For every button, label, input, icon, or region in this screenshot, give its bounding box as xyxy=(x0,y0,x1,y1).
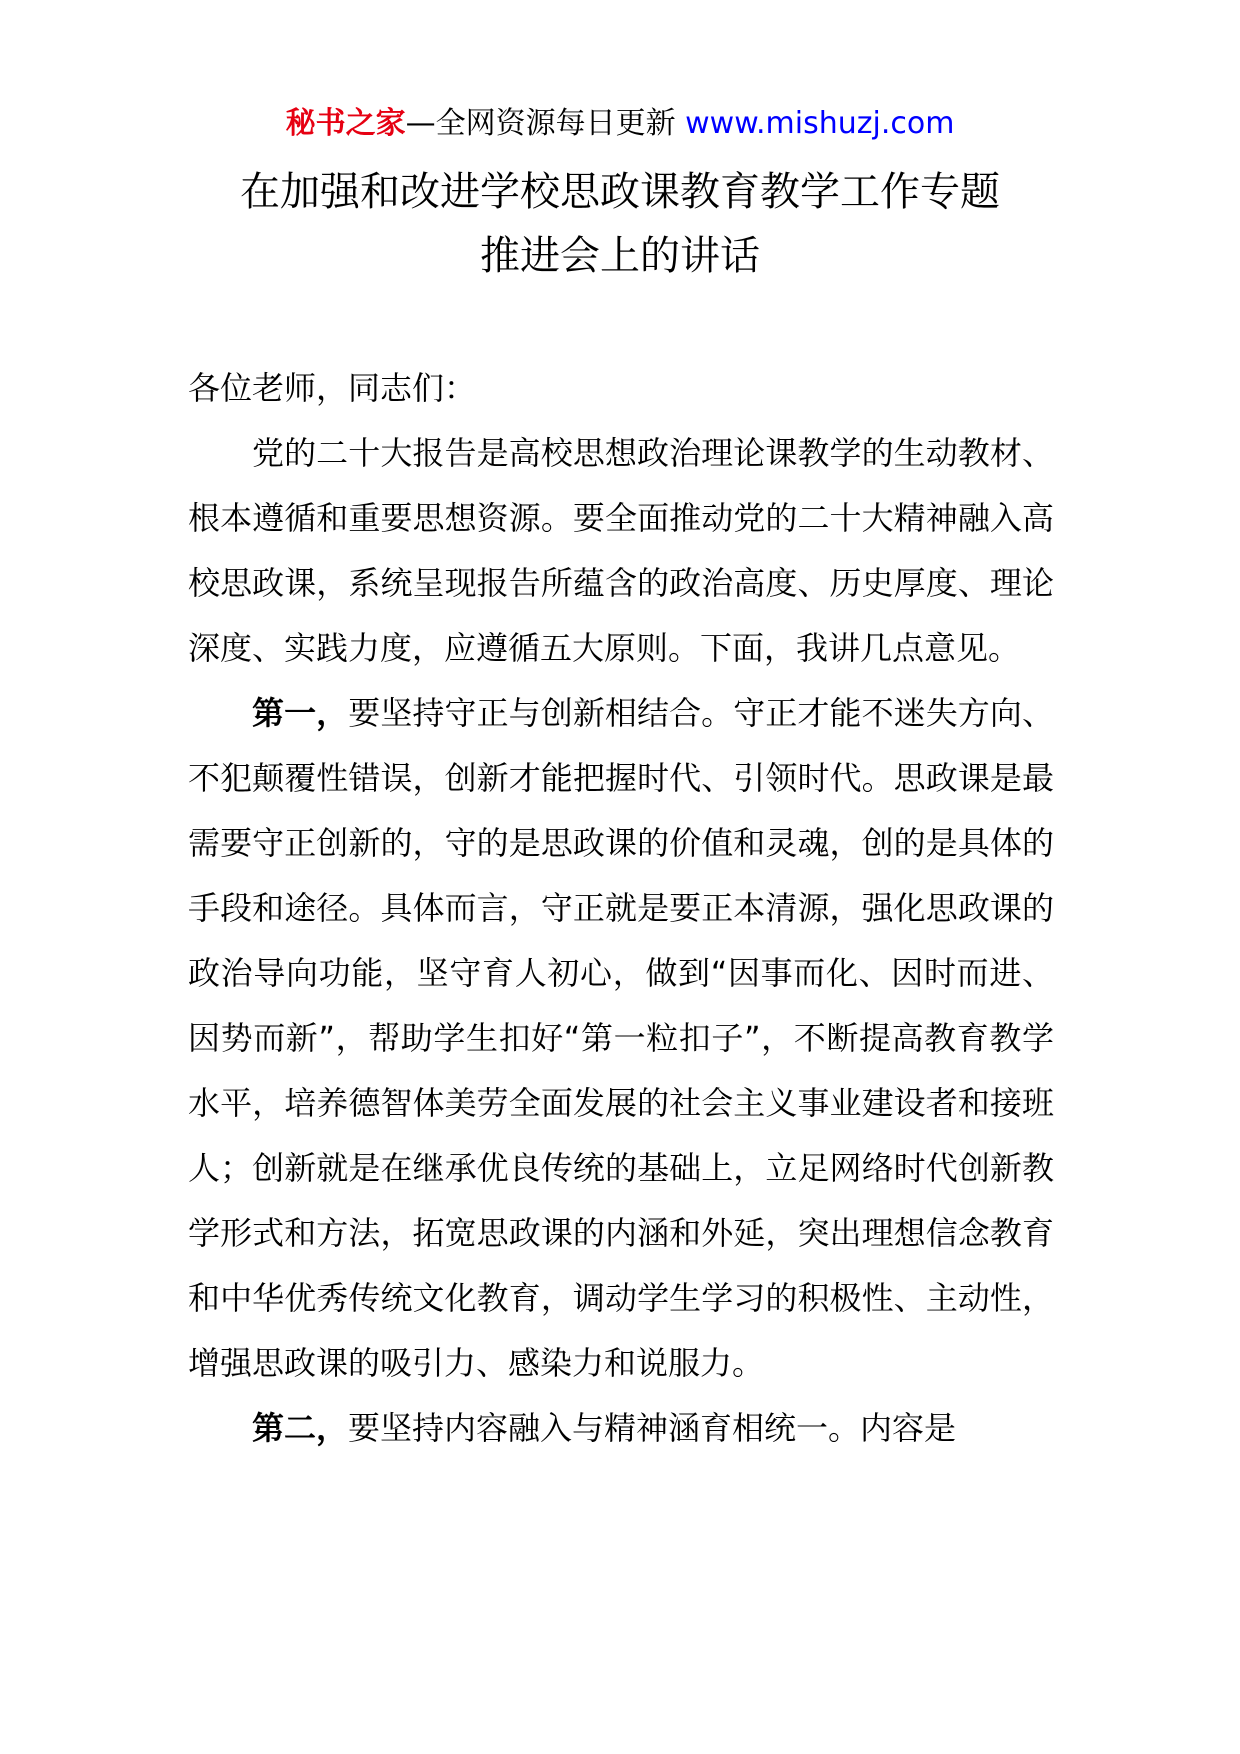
watermark-brand: 秘书之家 xyxy=(285,106,406,141)
paragraph-text: 要坚持守正与创新相结合。守正才能不迷失方向、不犯颠覆性错误，创新才能把握时代、引领时代。思政课是最需要守正创新的，守的是思政课的价值和灵魂，创的是具体的手段和途径。具体而言，守正就是要正本清源，强化思政课的政治导向功能，坚守育人初心，做到“因事而化、因时而进、因势而新”，帮助学生扣好“第一粒扣子”，不断提高教育教学水平，培养德智体美劳全面发展的社会主义事业建设者和接班人；创新就是在继承优良传统的基础上，立足网络时代创新教学形式和方法，拓宽思政课的内涵和外延，突出理想信念教育和中华优秀传统文化教育，调动学生学习的积极性、主动性，增强思政课的吸引力、感染力和说服力。 xyxy=(188,694,1054,1382)
paragraph-lead: 第一， xyxy=(252,694,349,732)
title-line-2: 推进会上的讲话 xyxy=(480,233,760,279)
paragraph-point-2 xyxy=(188,1396,1054,1461)
watermark-url[interactable]: www.mishuzj.com xyxy=(685,106,955,141)
title-line-1: 在加强和改进学校思政课教育教学工作专题 xyxy=(240,169,1000,215)
paragraph-text: 党的二十大报告是高校思想政治理论课教学的生动教材、根本遵循和重要思想资源。要全面推动党的二十大精神融入高校思政课，系统呈现报告所蕴含的政治高度、历史厚度、理论深度、实践力度，应遵循五大原则。下面，我讲几点意见。 xyxy=(188,434,1054,667)
document-title xyxy=(0,160,1240,288)
salutation: 各位老师，同志们： xyxy=(188,369,477,407)
document-body xyxy=(188,356,1054,1461)
paragraph-text: 要坚持内容融入与精神涵育相统一。内容是 xyxy=(348,1409,957,1447)
paragraph-lead: 第二， xyxy=(252,1409,349,1447)
paragraph-point-1 xyxy=(188,681,1054,1396)
paragraph-intro xyxy=(188,421,1054,681)
site-watermark-header xyxy=(0,100,1240,148)
watermark-slogan: —全网资源每日更新 xyxy=(405,106,686,141)
